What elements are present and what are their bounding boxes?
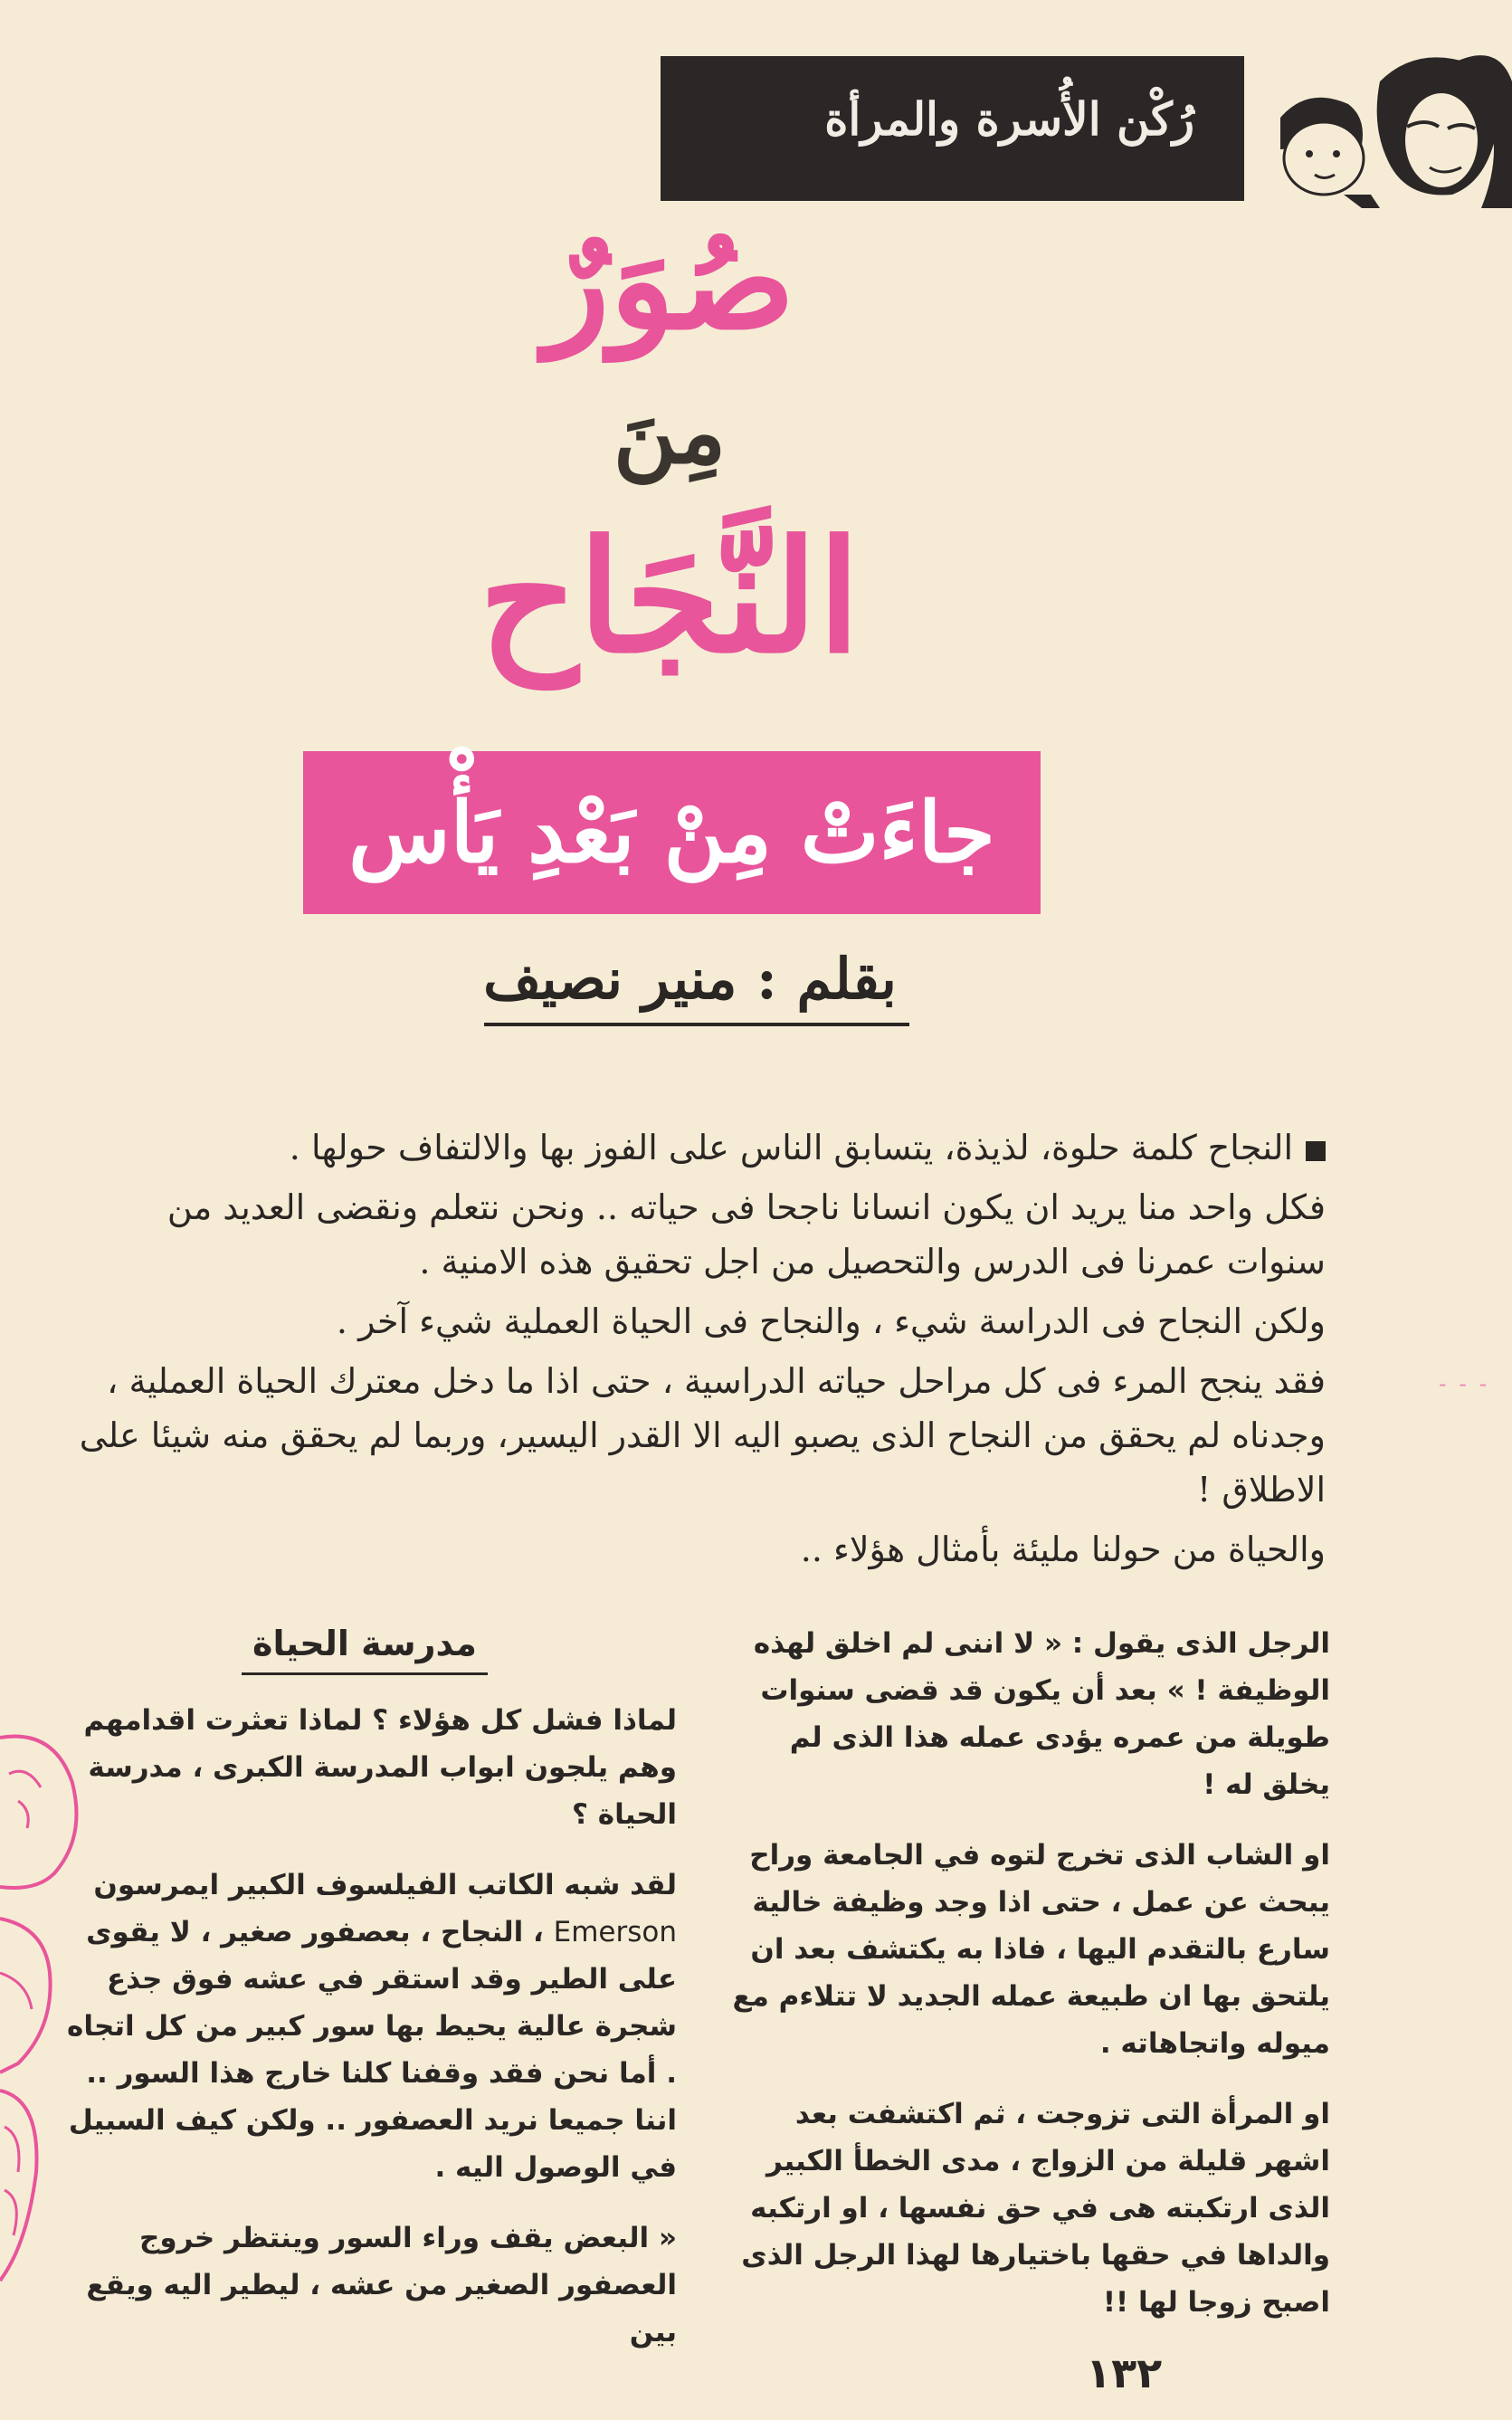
byline: بقلم : منير نصيف [483,946,897,1012]
byline-underline [484,1023,909,1026]
section-heading [52,1620,677,1675]
intro-paragraph-2: فكل واحد منا يريد ان يكون انسانا ناجحا فى حياته .. ونحن نتعلم ونقضى العديد من سنوات عمرنا فى الدرس والتحصيل من اجل تحقيق هذه الامنية . [166,1187,1326,1281]
right-paragraph-3: او المرأة التى تزوجت ، ثم اكتشفت بعد اشهر قليلة من الزواج ، مدى الخطأ الكبير الذى ارتكبته هى في حق نفسها ، او ارتكبه والداها في حقها باختيارها لهذا الرجل الذى اصبح زوجا لها !! [741,2098,1330,2319]
intro-paragraph-1 [68,1120,1326,1175]
intro-paragraph-1-text: النجاح كلمة حلوة، لذيذة، يتسابق الناس على الفوز بها والالتفاف حولها . [289,1128,1293,1167]
left-column [52,1620,677,2379]
right-paragraph-1: الرجل الذى يقول : « لا اننى لم اخلق لهذه الوظيفة ! » بعد أن يكون قد قضى سنوات طويلة من عمره يؤدى عمله هذا الذى لم يخلق له ! [753,1627,1330,1801]
left-paragraph-1: لماذا فشل كل هؤلاء ؟ لماذا تعثرت اقدامهم وهم يلجون ابواب المدرسة الكبرى ، مدرسة الحياة ؟ [83,1704,677,1831]
square-bullet-icon [1306,1141,1326,1161]
pink-ink-mark: - - - [1439,1371,1490,1396]
intro-paragraph-4: فقد ينجح المرء فى كل مراحل حياته الدراسية ، حتى اذا ما دخل معترك الحياة العملية ، وجدناه لم يحقق من النجاح الذى يصبو اليه الا القدر اليسير، وربما لم يحقق منه شيئا على الاطلاق ! [79,1361,1326,1510]
section-title: رُكْن الأُسرة والمرأة [824,92,1194,146]
right-column [728,1620,1330,2349]
left-paragraph-2-end: ، النجاح ، بعصفور صغير ، لا يقوى على الطير وقد استقر في عشه فوق جذع شجرة عالية يحيط بها سور كبير من كل اتجاه . أما نحن فقد وقفنا كلنا خارج هذا السور .. اننا جميعا نريد العصفور .. ولكن كيف السبيل في الوصول اليه . [67,1916,677,2184]
title-line-1: صُوَرٌ [544,201,795,360]
title-line-2: مِنَ [613,381,727,483]
page-number: ١٣٢ [1086,2349,1163,2397]
left-paragraph-2-start: لقد شبه الكاتب الفيلسوف الكبير ايمرسون [93,1869,677,1901]
intro-paragraph-5: والحياة من حولنا مليئة بأمثال هؤلاء .. [800,1529,1326,1569]
left-paragraph-2 [52,1862,677,2191]
child-sketch-illustration [0,1701,100,2335]
emerson-latin-name: Emerson [553,1916,677,1948]
intro-paragraph-3: ولكن النجاح فى الدراسة شيء ، والنجاح فى الحياة العملية شيء آخر . [336,1301,1326,1341]
section-heading-text: مدرسة الحياة [242,1620,488,1675]
subtitle-text: جاءَتْ مِنْ بَعْدِ يَأْس [348,784,995,881]
subtitle-box [303,751,1041,914]
left-paragraph-3: « البعض يقف وراء السور وينتظر خروج العصفور الصغير من عشه ، ليطير اليه ويقع بين [86,2222,677,2349]
right-paragraph-2: او الشاب الذى تخرج لتوه في الجامعة وراح يبحث عن عمل ، حتى اذا وجد وظيفة خالية سارع بالتقدم اليها ، فاذا به يكتشف بعد ان يلتحق بها ان طبيعة عمله الجديد لا تتلاءم مع ميوله واتجاهاته . [732,1839,1330,2060]
title-line-3: النَّجَاح [479,507,861,688]
family-faces-icon [1244,45,1512,208]
intro-section [68,1120,1326,1582]
section-banner [661,56,1249,201]
